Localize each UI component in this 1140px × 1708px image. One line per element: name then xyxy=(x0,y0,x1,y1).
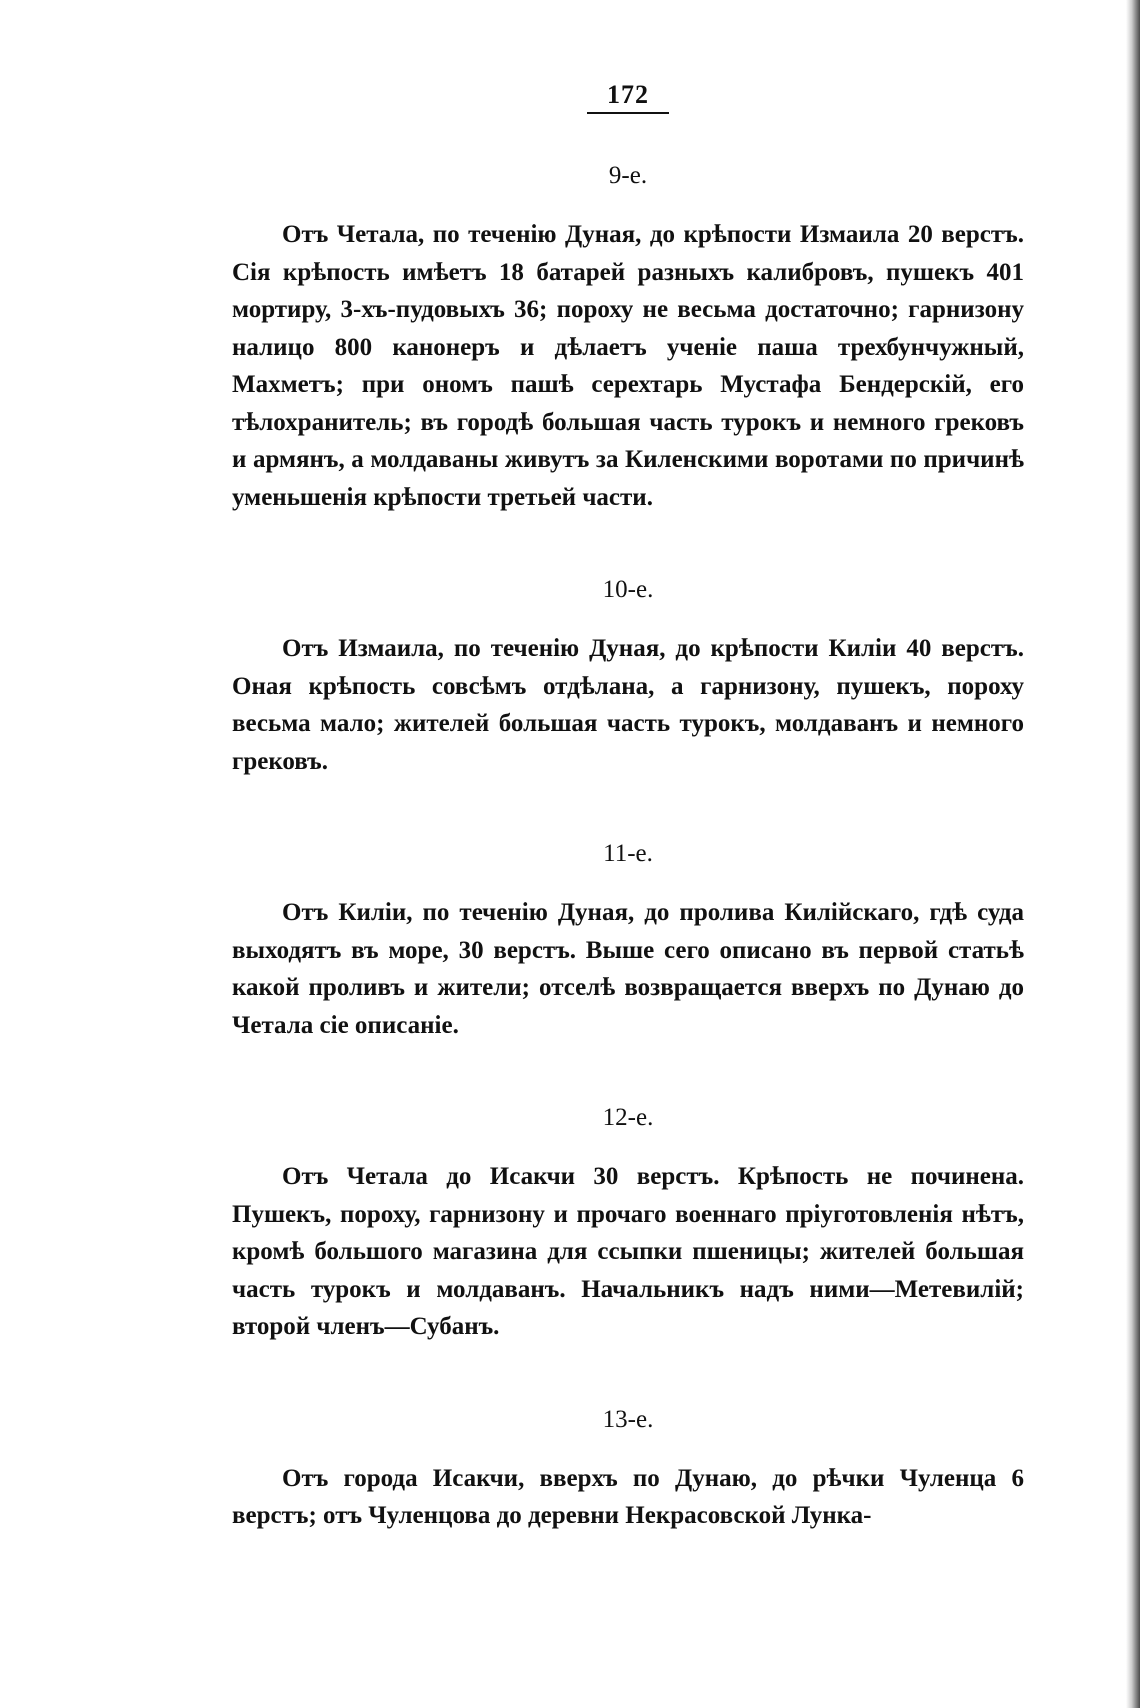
section-paragraph: Отъ Измаила, по теченію Дуная, до крѣпости Киліи 40 верстъ. Оная крѣпость совсѣмъ отдѣлана, а гарнизону, пушекъ, пороху весьма мало; жителей большая часть турокъ, молдаванъ и немного грековъ. xyxy=(232,635,1024,775)
section-heading: 11-е. xyxy=(603,840,653,867)
section-heading: 9-е. xyxy=(608,162,648,189)
section-9 xyxy=(232,162,1024,516)
page-number-text: 172 xyxy=(587,80,669,114)
section-paragraph: Отъ города Исакчи, вверхъ по Дунаю, до рѣчки Чуленца 6 верстъ; отъ Чуленцова до деревни Некрасовской Лунка- xyxy=(232,1464,1024,1529)
section-heading: 13-е. xyxy=(602,1405,654,1433)
section-paragraph: Отъ Четала до Исакчи 30 верстъ. Крѣпость не починена. Пушекъ, пороху, гарнизону и прочаго военнаго пріуготовленія нѣтъ, кромѣ большого магазина для ссыпки пшеницы; жителей большая часть турокъ и молдаванъ. Начальникъ надъ ними—Метевилій; второй членъ—Субанъ. xyxy=(232,1163,1024,1340)
section-12 xyxy=(232,1104,1024,1346)
section-10 xyxy=(232,576,1024,780)
section-11 xyxy=(232,840,1024,1044)
section-heading: 10-е. xyxy=(602,576,654,603)
page-number xyxy=(232,80,1024,114)
scan-edge xyxy=(1126,0,1140,1708)
book-page xyxy=(232,80,1024,1535)
section-13 xyxy=(232,1406,1024,1535)
section-paragraph: Отъ Четала, по теченію Дуная, до крѣпости Измаила 20 верстъ. Сія крѣпость имѣетъ 18 батарей разныхъ калибровъ, пушекъ 401 мортиру, 3-хъ-пудовыхъ 36; пороху не весьма достаточно; гарнизону налицо 800 канонеръ и дѣлаетъ ученіе паша трехбунчужный, Махметъ; при ономъ пашѣ серехтарь Мустафа Бендерскій, его тѣлохранитель; въ городѣ большая часть турокъ и немного грековъ и армянъ, а молдаваны живутъ за Киленскими воротами по причинѣ уменьшенія крѣпости третьей части. xyxy=(232,221,1024,511)
section-paragraph: Отъ Киліи, по теченію Дуная, до пролива Килійскаго, гдѣ суда выходятъ въ море, 30 верстъ. Выше сего описано въ первой статьѣ какой проливъ и жители; отселѣ возвращается вверхъ по Дунаю до Четала сіе описаніе. xyxy=(232,899,1024,1039)
section-heading: 12-е. xyxy=(602,1104,654,1131)
